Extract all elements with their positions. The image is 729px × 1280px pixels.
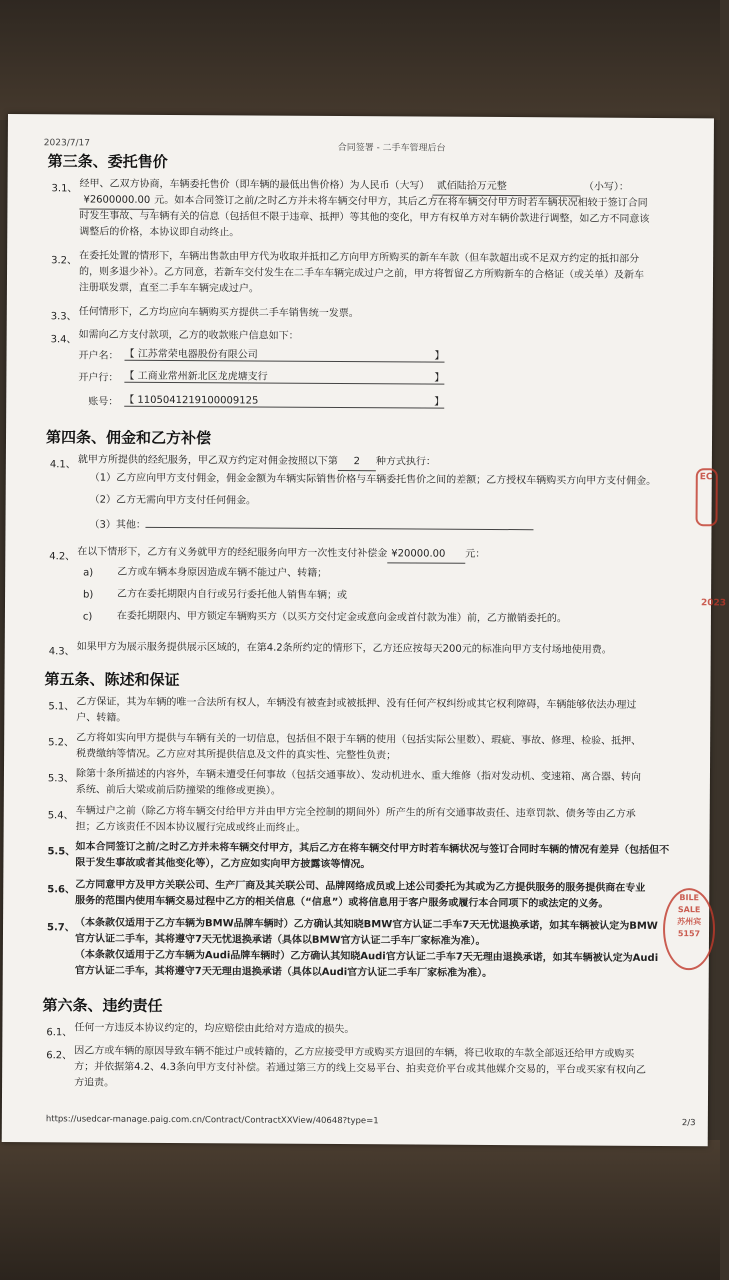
clause-6-2-line1: 因乙方或车辆的原因导致车辆不能过户或转籍的，乙方应接受甲方或购买方退回的车辆，将已收取的车款全部返还给甲方或购买 <box>74 1045 635 1060</box>
clause-num: 3.2、 <box>51 255 78 267</box>
section-5-title: 第五条、陈述和保证 <box>44 671 180 690</box>
item-key: c) <box>82 611 93 623</box>
option-3-blank <box>146 515 534 530</box>
page-number: 2/3 <box>681 1118 696 1129</box>
clause-5-3-line2: 系统、前后大梁或前后防撞梁的维修或更换）。 <box>75 784 281 797</box>
clause-3-1-line3: 时发生事故、与车辆有关的信息（包括但不限于违章、抵押）等其他的变化，甲方有权单方对车辆价款进行调整，如乙方不同意该 <box>79 210 650 225</box>
clause-num: 5.4、 <box>47 810 74 822</box>
background-bottom <box>0 1140 720 1280</box>
seal-stamp: EC <box>695 468 717 526</box>
clause-num: 5.2、 <box>48 737 75 749</box>
account-name-value: 【 江苏常荣电器股份有限公司 】 <box>124 345 444 363</box>
clause-5-2-line2: 税费缴纳等情况。乙方应对其所提供信息及文件的真实性、完整性负责； <box>76 748 397 762</box>
clause-5-5-line2: 限于发生事故或者其他变化等），乙方应如实向甲方披露该等情况。 <box>75 857 371 871</box>
price-uppercase: 贰佰陆拾万元整 <box>433 179 581 197</box>
account-number-label: 账号： <box>88 396 119 408</box>
clause-num: 6.2、 <box>46 1050 73 1062</box>
account-number-value: 【 1105041219100009125 】 <box>124 391 444 409</box>
price-lowercase: ¥2600000.00 <box>79 192 154 209</box>
clause-num: 5.5、 <box>47 846 76 858</box>
clause-4-2: 在以下情形下，乙方有义务就甲方的经纪服务向甲方一次性支付补偿金 ¥20000.00 元： <box>77 544 697 565</box>
clause-3-1-line4: 调整后的价格，本协议即自动终止。 <box>79 226 240 239</box>
clause-5-6-line2: 服务的范围内使用车辆交易过程中乙方的相关信息（“信息”）或将信息用于客户服务或履行本合同项下的或法定的义务。 <box>75 895 609 910</box>
clause-num: 6.1、 <box>46 1027 73 1039</box>
clause-5-4-line2: 担；乙方该责任不因本协议履行完成或终止而终止。 <box>75 821 306 834</box>
item-key: a) <box>83 567 94 579</box>
clause-5-1-line1: 乙方保证，其为车辆的唯一合法所有权人，车辆没有被查封或被抵押、没有任何产权纠纷或其它权利障碍，车辆能够依法办理过 <box>76 696 637 711</box>
clause-5-2-line1: 乙方将如实向甲方提供与车辆有关的一切信息，包括但不限于车辆的使用（包括实际公里数）、瑕疵、事故、修理、检验、抵押、 <box>76 732 642 747</box>
bank-label: 开户行： <box>78 372 119 384</box>
clause-5-6-line1: 乙方同意甲方及甲方关联公司、生产厂商及其关联公司、品牌网络成员或上述公司委托为其或为乙方提供服务的服务提供商在专业 <box>75 879 646 894</box>
clause-5-7-line4: 官方认证二手车，其将遵守7天无理由退换承诺（具体以Audi官方认证二手车厂家标准为准）。 <box>74 965 493 979</box>
clause-5-7-line2: 官方认证二手车，其将遵守7天无忧退换承诺（具体以BMW官方认证二手车厂家标准为准）。 <box>74 933 486 947</box>
footer-url: https://usedcar-manage.paig.com.cn/Contract/ContractXXView/40648?type=1 <box>45 1114 379 1127</box>
clause-num: 4.2、 <box>49 551 76 563</box>
clause-5-1-line2: 户、转籍。 <box>76 712 127 724</box>
account-name-label: 开户名： <box>78 350 119 362</box>
option-1: （1）乙方应向甲方支付佣金，佣金金额为车辆实际销售价格与车辆委托售价之间的差额；乙方授权车辆购买方向甲方支付佣金。 <box>89 472 657 487</box>
clause-6-2-line2: 方；并依据第4.2、4.3条向甲方支付补偿。若通过第三方的线上交易平台、拍卖竞价平台或其他媒介交易的，平台或买家有权向乙 <box>74 1061 647 1076</box>
clause-num: 4.3、 <box>48 646 75 658</box>
clause-num: 5.3、 <box>47 773 74 785</box>
section-4-title: 第四条、佣金和乙方补偿 <box>45 429 212 448</box>
clause-3-2-line3: 注册联发票，直至二手车车辆完成过户。 <box>78 282 259 295</box>
clause-5-5-line1: 如本合同签订之前/之时乙方并未将车辆交付甲方，其后乙方在将车辆交付甲方时若车辆状况与签订合同时车辆的情况有差异（包括但不 <box>75 841 670 857</box>
option-3: （3）其他： <box>89 515 699 538</box>
clause-6-1: 任何一方违反本协议约定的，均应赔偿由此给对方造成的损失。 <box>74 1022 355 1036</box>
print-date: 2023/7/17 <box>43 138 91 149</box>
bank-value: 【 工商业常州新北区龙虎塘支行 】 <box>124 367 444 385</box>
seal-stamp: BILE SALE 苏州宾 5157 <box>663 888 715 970</box>
clause-3-1-line1: 经甲、乙双方协商，车辆委托售价（即车辆的最低出售价格）为人民币（大写） 贰佰陆拾万元整 （小写）： <box>80 176 700 197</box>
section-3-title: 第三条、委托售价 <box>47 153 168 171</box>
clause-3-3: 任何情形下，乙方均应向车辆购买方提供二手车销售统一发票。 <box>78 306 359 320</box>
clause-num: 5.6、 <box>47 884 76 896</box>
clause-num: 3.3、 <box>50 311 77 323</box>
print-title: 合同签署 - 二手车管理后台 <box>337 143 446 154</box>
clause-3-1-line2: ¥2600000.00 元。如本合同签订之前/之时乙方并未将车辆交付甲方，其后乙方在将车辆交付甲方时若车辆状况相较于签订合同 <box>79 192 699 213</box>
clause-5-7-line3: （本条款仅适用于乙方车辆为Audi品牌车辆时）乙方确认其知晓Audi官方认证二手车7天无理由退换承诺，如其车辆被认定为Audi <box>74 949 659 964</box>
clause-5-7-line1: （本条款仅适用于乙方车辆为BMW品牌车辆时）乙方确认其知晓BMW官方认证二手车7天无忧退换承诺，如其车辆被认定为BMW <box>75 917 658 932</box>
seal-stamp: 2023 <box>700 598 727 609</box>
clause-3-4: 如需向乙方支付款项，乙方的收款账户信息如下： <box>78 329 299 342</box>
background-top <box>0 0 720 120</box>
item-b: 乙方在委托期限内自行或另行委托他人销售车辆；或 <box>117 588 348 602</box>
clause-4-3: 如果甲方为展示服务提供展示区域的，在第4.2条所约定的情形下，乙方还应按每天200元的标准向甲方支付场地使用费。 <box>76 641 612 656</box>
clause-5-3-line1: 除第十条所描述的内容外，车辆未遭受任何事故（包括交通事故）、发动机进水、重大维修（指对发动机、变速箱、离合器、转向 <box>75 768 641 783</box>
clause-3-2-line2: 的，则多退少补）。乙方同意，若新车交付发生在二手车车辆完成过户之前，甲方将暂留乙方所购新车的合格证（或关单）及新车 <box>79 266 645 281</box>
item-key: b) <box>83 589 94 601</box>
compensation-amount: ¥20000.00 <box>387 546 465 563</box>
clause-num: 5.1、 <box>48 701 75 713</box>
clause-num: 3.1、 <box>51 183 78 195</box>
clause-3-2-line1: 在委托处置的情形下，车辆出售款由甲方代为收取并抵扣乙方向甲方所购买的新车车款（但车款超出或不足双方约定的抵扣部分 <box>79 250 640 265</box>
clause-4-1: 就甲方所提供的经纪服务，甲乙双方约定对佣金按照以下第 2 种方式执行： <box>78 452 698 473</box>
item-c: 在委托期限内、甲方锁定车辆购买方（以买方交付定金或意向金或首付款为准）前，乙方撤销委托的。 <box>116 610 567 625</box>
clause-num: 4.1、 <box>49 459 76 471</box>
contract-page <box>2 114 727 1146</box>
option-2: （2）乙方无需向甲方支付任何佣金。 <box>89 494 257 507</box>
item-a: 乙方或车辆本身原因造成车辆不能过户、转籍； <box>117 566 328 579</box>
commission-choice: 2 <box>338 454 376 471</box>
clause-5-4-line1: 车辆过户之前（除乙方将车辆交付给甲方并由甲方完全控制的期间外）所产生的所有交通事故责任、违章罚款、债务等由乙方承 <box>75 805 636 820</box>
clause-num: 5.7、 <box>46 922 75 934</box>
section-6-title: 第六条、违约责任 <box>42 997 163 1015</box>
clause-6-2-line3: 方追责。 <box>74 1077 115 1089</box>
clause-num: 3.4、 <box>50 334 77 346</box>
